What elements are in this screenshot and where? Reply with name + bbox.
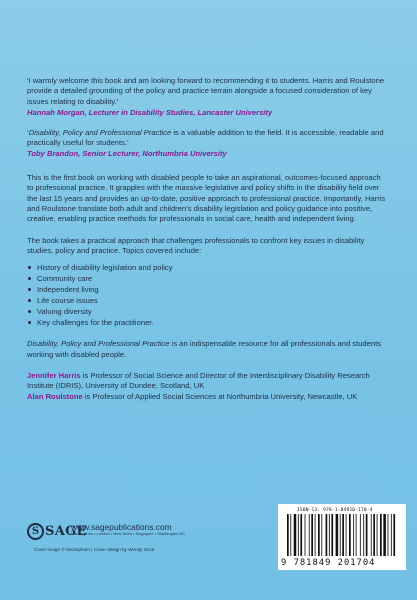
description-paragraph-1: This is the first book on working with disabled people to take an aspirational, outcomes-focused approach to professional practice. It grapples with the massive legislative and policy shifts in the disability field over the last 15 years and provides an up-to-date, positive approach to professional practice. Importantly, Harris and Roulstone translate both adult and children’s disability legislation and policy guidance into positive, creative, enabling practice methods for professionals in social care, health and independent living. [27,172,386,224]
author-bio-roulstone [27,392,389,402]
cover-text [27,76,389,402]
quote-2-open-mark: ‘ [27,127,29,137]
barcode-box [278,504,406,570]
topic-item: Valuing diversity [27,306,389,317]
topic-item: Independent living [27,284,389,295]
sage-logo-icon: S [27,523,44,540]
topic-item: Community care [27,273,389,284]
author-name-roulstone: Alan Roulstone [27,391,83,401]
isbn-label: ISBN-13: 978-1-84920-170-4 [297,508,373,513]
topic-item: Life course issues [27,295,389,306]
barcode-icon [283,514,401,558]
barcode-digits: 9 781849 201704 [281,558,376,568]
quote-2-body: is a valuable addition to the field. It is accessible, readable and practically useful for students.’ [27,127,384,148]
topics-list [27,262,389,329]
quote-2-text [27,128,389,149]
description-paragraph-3 [27,339,389,360]
publisher-info [71,522,185,537]
author-name-harris: Jennifer Harris [27,371,81,381]
publisher-website: www.sagepublications.com [71,522,172,532]
author-bio-harris [27,371,389,392]
quote-2-book-title: Disability, Policy and Professional Practice [28,127,172,137]
cover-footer [27,508,397,592]
quote-1-text: ‘I warmly welcome this book and am looking forward to recommending it to students. Harris and Roulstone provide a detailed grounding of the policy and practice terrain alongside a focused consideration of key issues relating to disability.’ [27,76,385,106]
paragraph-3-body: is an indispensable resource for all professionals and students working with disabled people. [27,339,381,359]
quote-1-author: Hannah Morgan, Lecturer in Disability Studies, Lancaster University [27,108,273,118]
author-bio-text: is Professor of Applied Social Sciences at Northumbria University, Newcastle, UK [82,391,358,401]
cover-credits: Cover image © iStockphoto | Cover design by Wendy Scott [34,547,155,552]
author-bio-text: is Professor of Social Science and Director of the Interdisciplinary Disability Research Institute (IDRIS), University of Dundee, Scotland, UK [27,371,370,391]
quote-2-author: Toby Brandon, Senior Lecturer, Northumbria University [27,149,227,159]
sage-logo-text: SAGE [45,524,87,539]
topic-item: Key challenges for the practitioner. [27,317,389,328]
paragraph-3-book-title: Disability, Policy and Professional Practice [27,339,170,349]
publisher-cities: Los Angeles • London • New Delhi • Singapore • Washington DC [71,532,186,536]
description-paragraph-2: The book takes a practical approach that challenges professionals to confront key issues in disability studies, policy and practice. Topics covered include: [27,235,365,256]
topic-item: History of disability legislation and policy [27,262,389,273]
